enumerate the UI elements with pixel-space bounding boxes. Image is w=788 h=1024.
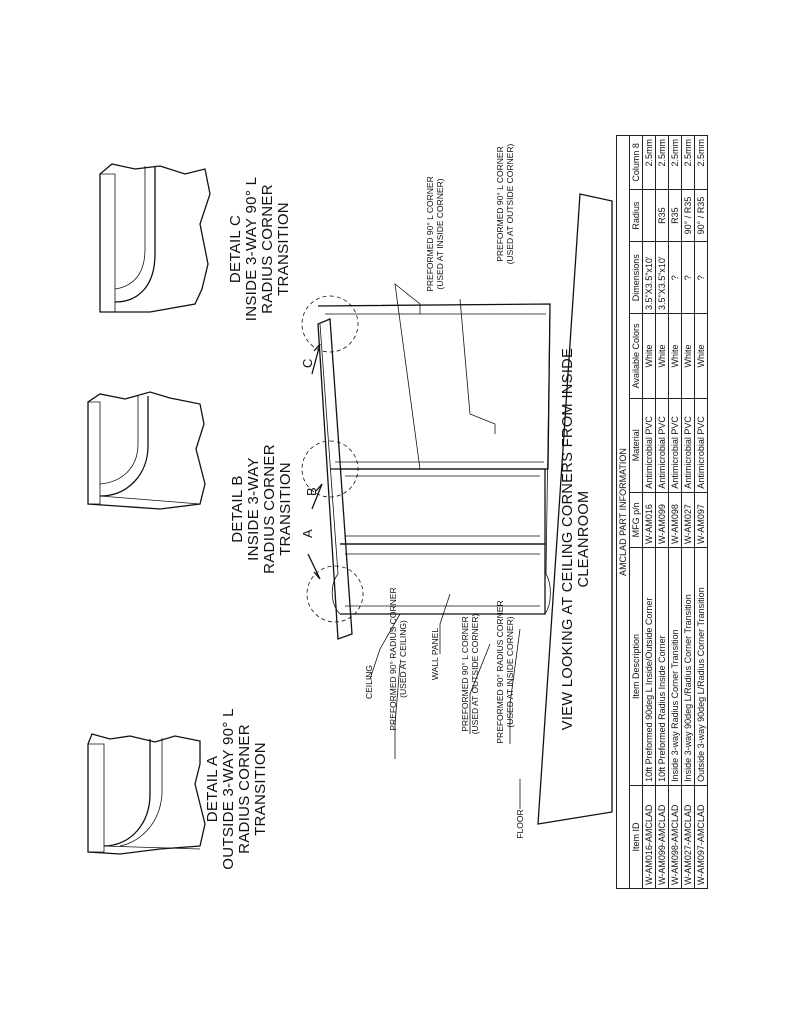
callout-l-corner-inside-top xyxy=(425,159,445,309)
col-header-item-id: Item ID xyxy=(630,785,643,888)
cell-column-8: 2.5mm xyxy=(656,136,669,190)
cell-colors: White xyxy=(669,314,682,399)
cell-column-8: 2.5mm xyxy=(682,136,695,190)
col-header-available-colors: Available Colors xyxy=(630,314,643,399)
cell-material: Antimicrobial PVC xyxy=(682,398,695,492)
cell-mfg-pn: W-AM099 xyxy=(656,492,669,547)
cell-radius: R35 xyxy=(669,189,682,242)
col-header-radius: Radius xyxy=(630,189,643,242)
cell-column-8: 2.5mm xyxy=(643,136,656,190)
detail-a-drawing xyxy=(88,734,205,854)
callout-l-corner-outside-top xyxy=(495,124,515,284)
detail-b-title xyxy=(230,399,294,619)
cell-item-id: W-AM099-AMCLAD xyxy=(656,785,669,888)
table-row xyxy=(656,136,669,889)
cell-mfg-pn: W-AM098 xyxy=(669,492,682,547)
callout-radius-corner-inside-line2: (USED AT INSIDE CORNER) xyxy=(505,616,515,728)
cell-column-8: 2.5mm xyxy=(695,136,708,190)
table-row xyxy=(643,136,656,889)
cell-radius: 90° / R35 xyxy=(682,189,695,242)
callout-radius-corner-inside xyxy=(495,592,515,752)
detail-c-line1: DETAIL C xyxy=(227,214,244,284)
callout-ceiling: CEILING xyxy=(364,665,374,700)
detail-b-line3: RADIUS CORNER TRANSITION xyxy=(261,444,294,574)
cell-dimensions: 3.5"X3.5"x10' xyxy=(656,242,669,314)
callout-l-corner-outside-line2: (USED AT OUTSIDE CORNER) xyxy=(470,613,480,735)
detail-a-line2: OUTSIDE 3-WAY 90° L xyxy=(220,708,237,870)
cell-item-description: 10ft Preformed 90deg L Inside/Outside Corner xyxy=(643,547,656,785)
col-header-column-8: Column 8 xyxy=(630,136,643,190)
detail-a-line3: RADIUS CORNER TRANSITION xyxy=(236,724,269,854)
detail-c-line3: RADIUS CORNER TRANSITION xyxy=(259,184,292,314)
callout-l-corner-outside-top-line2: (USED AT OUTSIDE CORNER) xyxy=(505,143,515,265)
detail-a-title xyxy=(205,684,269,894)
col-header-item-description: Item Description xyxy=(630,547,643,785)
col-header-mfg-pn: MFG p/n xyxy=(630,492,643,547)
col-header-dimensions: Dimensions xyxy=(630,242,643,314)
callout-radius-corner-line2: (USED AT CEILING) xyxy=(398,620,408,698)
cell-item-id: W-AM027-AMCLAD xyxy=(682,785,695,888)
cell-colors: White xyxy=(643,314,656,399)
marker-b: B xyxy=(304,487,319,496)
cell-material: Antimicrobial PVC xyxy=(643,398,656,492)
cell-material: Antimicrobial PVC xyxy=(695,398,708,492)
marker-c: C xyxy=(300,358,315,368)
cell-item-id: W-AM016-AMCLAD xyxy=(643,785,656,888)
cell-item-id: W-AM098-AMCLAD xyxy=(669,785,682,888)
detail-c-title xyxy=(228,144,292,354)
marker-a: A xyxy=(300,529,315,538)
detail-c-drawing xyxy=(100,164,210,312)
detail-b-line2: INSIDE 3-WAY xyxy=(245,457,262,561)
detail-c-line2: INSIDE 3-WAY 90° L xyxy=(243,176,260,322)
callout-wall-panel: WALL PANEL xyxy=(430,627,440,681)
callout-l-corner-inside-top-line2: (USED AT INSIDE CORNER) xyxy=(435,178,445,290)
callout-radius-corner-line1: PREFORMED 90° RADIUS CORNER xyxy=(388,587,398,731)
cell-material: Antimicrobial PVC xyxy=(669,398,682,492)
callout-l-corner-outside-top-line1: PREFORMED 90° L CORNER xyxy=(495,146,505,262)
callout-floor: FLOOR xyxy=(515,809,525,839)
cell-item-description: Outside 3-way 90deg L/Radius Corner Transition xyxy=(695,547,708,785)
cell-mfg-pn: W-AM027 xyxy=(682,492,695,547)
table-row xyxy=(669,136,682,889)
cell-colors: White xyxy=(682,314,695,399)
table-header-row xyxy=(630,136,643,889)
cell-colors: White xyxy=(656,314,669,399)
view-caption: VIEW LOOKING AT CEILING CORNERS FROM INSIDE CLEANROOM xyxy=(560,347,592,731)
cell-radius: R35 xyxy=(656,189,669,242)
parts-table xyxy=(616,135,708,889)
callout-l-corner-outside-line1: PREFORMED 90° L CORNER xyxy=(460,616,470,732)
cell-colors: White xyxy=(695,314,708,399)
cell-radius xyxy=(643,189,656,242)
callout-radius-corner-inside-line1: PREFORMED 90° RADIUS CORNER xyxy=(495,600,505,744)
col-header-material: Material xyxy=(630,398,643,492)
table-row xyxy=(682,136,695,889)
cell-material: Antimicrobial PVC xyxy=(656,398,669,492)
callout-l-corner-outside xyxy=(460,604,480,744)
cell-radius: 90° / R35 xyxy=(695,189,708,242)
cell-dimensions: 3.5"X3.5"x10' xyxy=(643,242,656,314)
detail-a-line1: DETAIL A xyxy=(204,755,221,823)
table-title-row xyxy=(617,136,630,889)
cell-item-description: Inside 3-way 90deg L/Radius Corner Transition xyxy=(682,547,695,785)
cell-dimensions: ? xyxy=(682,242,695,314)
callout-radius-corner xyxy=(388,584,408,734)
callout-l-corner-inside-top-line1: PREFORMED 90° L CORNER xyxy=(425,176,435,292)
cell-mfg-pn: W-AM016 xyxy=(643,492,656,547)
cell-item-id: W-AM097-AMCLAD xyxy=(695,785,708,888)
detail-b-drawing xyxy=(88,392,205,509)
cell-column-8: 2.5mm xyxy=(669,136,682,190)
table-row xyxy=(695,136,708,889)
cell-dimensions: ? xyxy=(669,242,682,314)
detail-b-line1: DETAIL B xyxy=(229,475,246,543)
cell-item-description: 10ft Preformed Radius Inside Corner xyxy=(656,547,669,785)
table-title: AMCLAD PART INFORMATION xyxy=(617,136,630,889)
cell-mfg-pn: W-AM097 xyxy=(695,492,708,547)
cell-dimensions: ? xyxy=(695,242,708,314)
cell-item-description: Inside 3-way Radius Corner Transition xyxy=(669,547,682,785)
